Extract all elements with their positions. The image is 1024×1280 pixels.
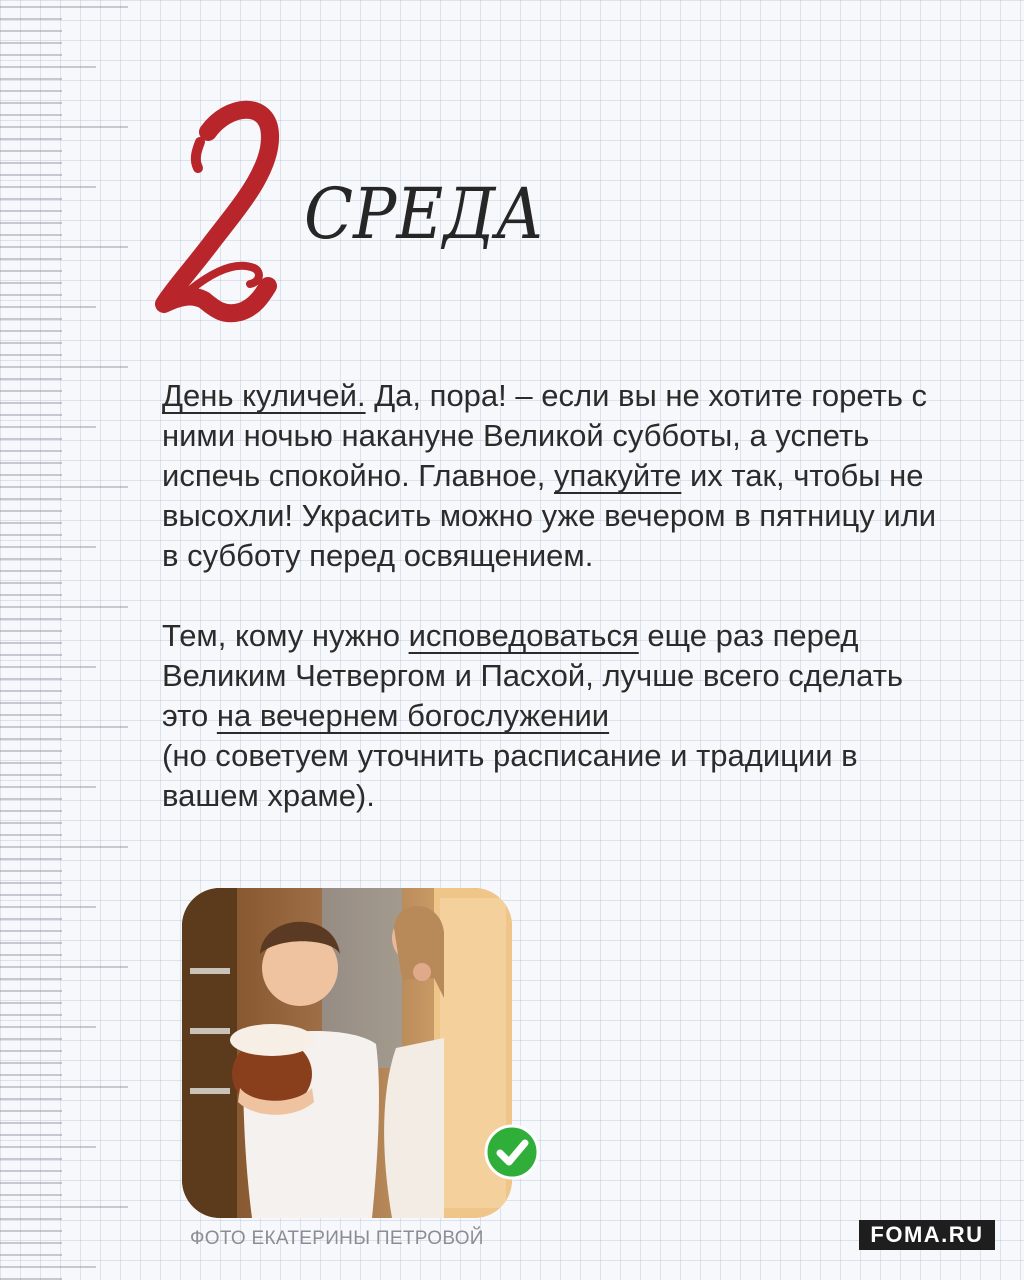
ruler-line — [0, 66, 96, 68]
ruler-line — [0, 1074, 62, 1076]
ruler-line — [0, 654, 62, 656]
ruler-line — [0, 1134, 62, 1136]
ruler-line — [0, 1110, 62, 1112]
link-pack[interactable]: упакуйте — [553, 458, 682, 493]
ruler-line — [0, 1122, 62, 1124]
ruler-line — [0, 1230, 62, 1232]
ruler-line — [0, 282, 62, 284]
ruler-line — [0, 354, 62, 356]
ruler-line — [0, 810, 62, 812]
ruler-line — [0, 1242, 62, 1244]
ruler-line — [0, 858, 62, 860]
ruler-line — [0, 438, 62, 440]
ruler-line — [0, 306, 96, 308]
ruler-line — [0, 906, 96, 908]
ruler-line — [0, 582, 62, 584]
ruler-line — [0, 738, 62, 740]
link-kulich-day[interactable]: День куличей. — [162, 378, 366, 413]
photo-children-kulich — [182, 888, 512, 1218]
ruler-line — [0, 606, 128, 608]
ruler-line — [0, 522, 62, 524]
ruler-line — [0, 1158, 62, 1160]
ruler-line — [0, 966, 128, 968]
ruler-line — [0, 774, 62, 776]
ruler-line — [0, 1182, 62, 1184]
notebook-margin-ruler — [0, 0, 130, 1280]
ruler-line — [0, 1050, 62, 1052]
ruler-line — [0, 846, 128, 848]
ruler-line — [0, 114, 62, 116]
ruler-line — [0, 1002, 62, 1004]
ruler-line — [0, 342, 62, 344]
ruler-line — [0, 222, 62, 224]
foma-logo[interactable]: FOMA.RU — [859, 1220, 995, 1250]
day-name-text — [300, 160, 560, 270]
ruler-line — [0, 1194, 62, 1196]
ruler-line — [0, 1254, 62, 1256]
ruler-line — [0, 822, 62, 824]
ruler-line — [0, 246, 128, 248]
ruler-line — [0, 918, 62, 920]
day-name — [300, 160, 560, 270]
ruler-line — [0, 186, 96, 188]
ruler-line — [0, 18, 62, 20]
ruler-line — [0, 258, 62, 260]
ruler-line — [0, 642, 62, 644]
ruler-line — [0, 270, 62, 272]
link-confession[interactable]: исповедоваться — [408, 618, 639, 653]
ruler-line — [0, 534, 62, 536]
ruler-line — [0, 402, 62, 404]
article-text — [162, 376, 952, 816]
ruler-line — [0, 786, 96, 788]
ruler-line — [0, 30, 62, 32]
ruler-line — [0, 414, 62, 416]
ruler-line — [0, 102, 62, 104]
paragraph2-text3: (но советуем уточнить расписание и традиции в вашем храме). — [162, 738, 858, 813]
ruler-line — [0, 546, 96, 548]
photo-credit: ФОТО ЕКАТЕРИНЫ ПЕТРОВОЙ — [190, 1228, 484, 1249]
ruler-line — [0, 834, 62, 836]
ruler-line — [0, 678, 62, 680]
ruler-line — [0, 54, 62, 56]
ruler-line — [0, 594, 62, 596]
ruler-line — [0, 510, 62, 512]
paragraph2-text1: Тем, кому нужно — [162, 618, 409, 653]
day-number-glyph — [150, 90, 290, 330]
ruler-line — [0, 702, 62, 704]
ruler-line — [0, 366, 128, 368]
day-number — [150, 90, 290, 330]
ruler-line — [0, 570, 62, 572]
ruler-line — [0, 318, 62, 320]
ruler-line — [0, 1038, 62, 1040]
ruler-line — [0, 750, 62, 752]
ruler-line — [0, 798, 62, 800]
ruler-line — [0, 474, 62, 476]
ruler-line — [0, 378, 62, 380]
ruler-line — [0, 6, 128, 8]
ruler-line — [0, 1086, 128, 1088]
ruler-line — [0, 90, 62, 92]
ruler-line — [0, 126, 128, 128]
ruler-line — [0, 666, 96, 668]
ruler-line — [0, 234, 62, 236]
ruler-line — [0, 1170, 62, 1172]
photo-illustration — [182, 888, 512, 1218]
paragraph-confession — [162, 616, 952, 816]
ruler-line — [0, 498, 62, 500]
ruler-line — [0, 954, 62, 956]
checkmark-icon — [484, 1124, 540, 1180]
ruler-line — [0, 426, 96, 428]
ruler-line — [0, 174, 62, 176]
ruler-line — [0, 1206, 128, 1208]
ruler-line — [0, 330, 62, 332]
ruler-line — [0, 1062, 62, 1064]
ruler-line — [0, 1266, 96, 1268]
ruler-line — [0, 198, 62, 200]
ruler-line — [0, 630, 62, 632]
ruler-line — [0, 1026, 96, 1028]
ruler-line — [0, 930, 62, 932]
ruler-line — [0, 210, 62, 212]
ruler-line — [0, 486, 128, 488]
ruler-line — [0, 150, 62, 152]
paragraph2-text2: еще раз перед Великим Четвергом и Пасхой, лучше всего сделать это — [162, 618, 904, 733]
ruler-line — [0, 138, 62, 140]
ruler-line — [0, 726, 128, 728]
ruler-line — [0, 78, 62, 80]
ruler-line — [0, 978, 62, 980]
ruler-line — [0, 690, 62, 692]
ruler-line — [0, 162, 62, 164]
ruler-line — [0, 990, 62, 992]
ruler-line — [0, 762, 62, 764]
ruler-line — [0, 42, 62, 44]
ruler-line — [0, 618, 62, 620]
ruler-line — [0, 1146, 96, 1148]
paragraph-kulich-day — [162, 376, 952, 576]
ruler-line — [0, 942, 62, 944]
ruler-line — [0, 1014, 62, 1016]
day-name-label: СРЕДА — [304, 173, 544, 255]
ruler-line — [0, 390, 62, 392]
ruler-line — [0, 894, 62, 896]
ruler-line — [0, 870, 62, 872]
ruler-line — [0, 558, 62, 560]
ruler-line — [0, 1218, 62, 1220]
ruler-line — [0, 1098, 62, 1100]
paragraph1-text1: Да, пора! – если вы не хотите гореть с ними ночью накануне Великой субботы, а успеть испечь спокойно. Главное, — [162, 378, 928, 493]
ruler-line — [0, 450, 62, 452]
ruler-line — [0, 294, 62, 296]
paragraph1-text2: их так, чтобы не высохли! Украсить можно уже вечером в пятницу или в субботу перед освящением. — [162, 458, 937, 573]
ruler-line — [0, 462, 62, 464]
ruler-line — [0, 714, 62, 716]
ruler-line — [0, 882, 62, 884]
link-evening-service[interactable]: на вечернем богослужении — [216, 698, 610, 733]
